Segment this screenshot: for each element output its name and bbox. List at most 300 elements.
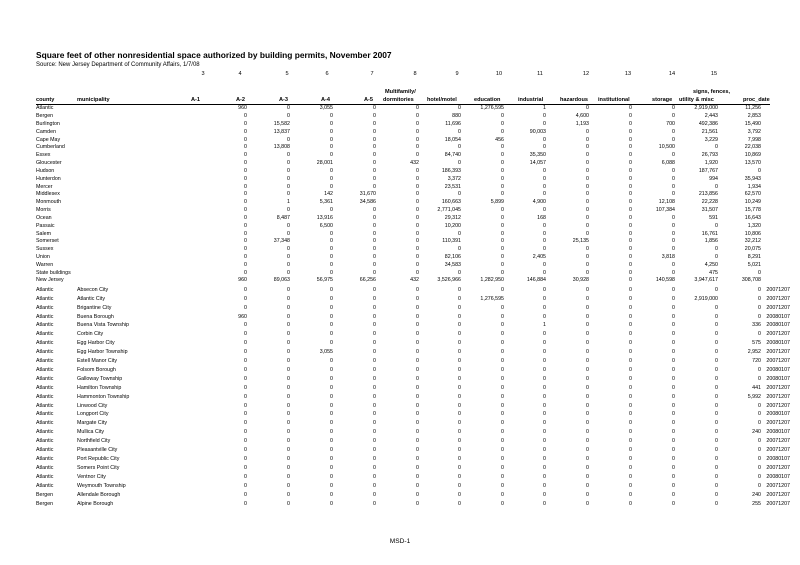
table-cell: 0 xyxy=(586,473,589,480)
table-cell: 0 xyxy=(586,349,589,356)
table-cell: Atlantic xyxy=(36,286,54,293)
table-cell: 0 xyxy=(330,411,333,418)
table-cell: 1,934 xyxy=(747,183,761,190)
table-cell: 0 xyxy=(501,456,504,463)
table-cell: 0 xyxy=(672,411,675,418)
table-cell: 0 xyxy=(373,207,376,214)
table-cell: 0 xyxy=(715,331,718,338)
table-cell: 31,670 xyxy=(359,191,376,198)
table-cell: New Jersey xyxy=(36,277,64,284)
table-cell: 0 xyxy=(715,286,718,293)
table-cell: 0 xyxy=(373,482,376,489)
table-cell: 0 xyxy=(758,313,761,320)
table-cell: 186,393 xyxy=(441,167,461,174)
table-cell: Atlantic xyxy=(36,438,54,445)
table-cell: 0 xyxy=(458,160,461,167)
table-cell: Atlantic xyxy=(36,420,54,427)
table-cell: 0 xyxy=(416,482,419,489)
table-cell: 0 xyxy=(330,384,333,391)
table-cell: 0 xyxy=(501,191,504,198)
table-cell: 0 xyxy=(287,222,290,229)
table-cell: 0 xyxy=(543,429,546,436)
table-cell: 0 xyxy=(543,238,546,245)
table-cell: 880 xyxy=(452,113,461,120)
table-cell: 0 xyxy=(458,402,461,409)
table-cell: 0 xyxy=(672,222,675,229)
table-cell: 20080107 xyxy=(766,366,790,373)
table-cell: Atlantic xyxy=(36,366,54,373)
table-cell: 13,570 xyxy=(744,160,761,167)
table-cell: 0 xyxy=(672,152,675,159)
table-cell: 0 xyxy=(244,375,247,382)
table-cell: 0 xyxy=(330,456,333,463)
table-cell: Atlantic xyxy=(36,402,54,409)
table-cell: 0 xyxy=(287,358,290,365)
table-cell: 0 xyxy=(244,207,247,214)
table-row xyxy=(36,473,790,482)
table-cell: 0 xyxy=(416,105,419,112)
table-cell: Hammonton Township xyxy=(77,393,130,400)
table-cell: 0 xyxy=(586,500,589,507)
table-cell: 35,350 xyxy=(529,152,546,159)
table-cell: 0 xyxy=(416,286,419,293)
table-cell: 0 xyxy=(330,113,333,120)
table-cell: 89,063 xyxy=(273,277,290,284)
table-cell: 0 xyxy=(672,304,675,311)
table-cell: 213,856 xyxy=(698,191,718,198)
report-title: Square feet of other nonresidential space authorized by building permits, November 2007 xyxy=(36,50,392,60)
table-cell: 0 xyxy=(629,286,632,293)
table-cell: 0 xyxy=(330,473,333,480)
header-institutional: institutional xyxy=(598,97,630,103)
table-cell: 0 xyxy=(586,105,589,112)
header-signs-top: signs, fences, xyxy=(693,89,730,95)
table-cell: Atlantic xyxy=(36,447,54,454)
table-cell: 0 xyxy=(458,491,461,498)
header-multifamily: dormitories xyxy=(383,97,414,103)
table-cell: Mullica City xyxy=(77,429,105,436)
table-cell: 0 xyxy=(543,230,546,237)
table-cell: Essex xyxy=(36,152,51,159)
table-cell: 0 xyxy=(715,384,718,391)
county-summary-table xyxy=(36,105,761,285)
table-cell: 5,361 xyxy=(319,199,333,206)
table-cell: 0 xyxy=(629,295,632,302)
table-cell: 0 xyxy=(373,304,376,311)
table-row xyxy=(36,295,790,304)
table-cell: 0 xyxy=(244,464,247,471)
table-cell: 0 xyxy=(501,144,504,151)
table-cell: 0 xyxy=(501,500,504,507)
table-cell: 0 xyxy=(715,411,718,418)
table-cell: 0 xyxy=(373,183,376,190)
table-cell: 0 xyxy=(629,207,632,214)
table-cell: 0 xyxy=(758,447,761,454)
table-cell: 0 xyxy=(244,152,247,159)
table-cell: 0 xyxy=(501,207,504,214)
table-cell: 0 xyxy=(458,447,461,454)
table-cell: 0 xyxy=(672,295,675,302)
table-cell: 15,778 xyxy=(744,207,761,214)
table-cell: 0 xyxy=(330,167,333,174)
table-cell: 0 xyxy=(672,246,675,253)
table-row xyxy=(36,230,761,238)
table-cell: 0 xyxy=(458,420,461,427)
column-number: 13 xyxy=(624,71,632,77)
table-cell: 0 xyxy=(672,261,675,268)
table-cell: 1 xyxy=(543,322,546,329)
table-cell: 0 xyxy=(287,456,290,463)
header-education: education xyxy=(474,97,501,103)
table-cell: 0 xyxy=(501,349,504,356)
table-cell: 30,928 xyxy=(572,277,589,284)
table-cell: 0 xyxy=(244,254,247,260)
table-cell: 0 xyxy=(758,464,761,471)
table-cell: 0 xyxy=(373,420,376,427)
table-row xyxy=(36,286,790,295)
table-cell: 0 xyxy=(416,136,419,143)
table-cell: Atlantic xyxy=(36,313,54,320)
table-cell: 0 xyxy=(543,183,546,190)
table-cell: 255 xyxy=(752,500,761,507)
table-cell: 3,372 xyxy=(447,175,461,182)
table-cell: 3,055 xyxy=(319,349,333,356)
table-cell: 0 xyxy=(758,411,761,418)
table-cell: 0 xyxy=(416,349,419,356)
table-cell: Margate City xyxy=(77,420,108,427)
table-cell: 0 xyxy=(330,152,333,159)
table-cell: 0 xyxy=(758,375,761,382)
table-cell: 0 xyxy=(373,286,376,293)
table-cell: 66,256 xyxy=(359,277,376,284)
table-cell: 0 xyxy=(758,473,761,480)
table-cell: 0 xyxy=(373,384,376,391)
table-cell: 0 xyxy=(458,246,461,253)
table-row xyxy=(36,348,790,357)
table-cell: 0 xyxy=(715,222,718,229)
table-cell: 0 xyxy=(458,482,461,489)
table-cell: 0 xyxy=(629,136,632,143)
table-cell: 0 xyxy=(287,105,290,112)
table-row xyxy=(36,402,790,411)
table-cell: 0 xyxy=(244,175,247,182)
table-cell: Atlantic xyxy=(36,384,54,391)
table-cell: 0 xyxy=(715,402,718,409)
table-cell: 0 xyxy=(458,438,461,445)
table-cell: 0 xyxy=(586,286,589,293)
table-cell: 14,057 xyxy=(529,160,546,167)
table-cell: 0 xyxy=(543,491,546,498)
table-cell: 0 xyxy=(672,438,675,445)
table-cell: 0 xyxy=(244,429,247,436)
table-cell: 0 xyxy=(715,375,718,382)
table-cell: 0 xyxy=(416,393,419,400)
table-cell: 0 xyxy=(629,366,632,373)
table-row xyxy=(36,152,761,160)
table-cell: 0 xyxy=(373,246,376,253)
table-cell: 0 xyxy=(373,269,376,276)
table-cell: 0 xyxy=(543,393,546,400)
table-cell: 0 xyxy=(715,340,718,347)
table-cell: 0 xyxy=(629,175,632,182)
table-cell: 0 xyxy=(501,384,504,391)
table-cell: 13,837 xyxy=(273,128,290,135)
table-cell: Atlantic xyxy=(36,304,54,311)
table-cell: 5,992 xyxy=(747,393,761,400)
table-cell: 0 xyxy=(244,331,247,338)
table-cell: 0 xyxy=(330,464,333,471)
table-cell: 82,106 xyxy=(444,254,461,260)
table-cell: 0 xyxy=(715,393,718,400)
table-cell: Atlantic xyxy=(36,375,54,382)
table-cell: 0 xyxy=(244,340,247,347)
table-cell: 20071207 xyxy=(766,420,790,427)
table-cell: 0 xyxy=(543,375,546,382)
table-cell: 0 xyxy=(672,331,675,338)
table-cell: 0 xyxy=(758,456,761,463)
table-cell: 0 xyxy=(586,269,589,276)
table-cell: Atlantic City xyxy=(77,295,105,302)
table-cell: 0 xyxy=(287,286,290,293)
table-cell: 0 xyxy=(629,420,632,427)
table-cell: 575 xyxy=(752,340,761,347)
table-cell: 0 xyxy=(672,340,675,347)
table-cell: 0 xyxy=(672,349,675,356)
table-cell: 0 xyxy=(501,340,504,347)
table-cell: 21,561 xyxy=(701,128,718,135)
table-cell: Passaic xyxy=(36,222,55,229)
table-cell: 0 xyxy=(501,286,504,293)
municipality-detail-table xyxy=(36,286,790,509)
header-hotel: hotel/motel xyxy=(427,97,457,103)
table-row xyxy=(36,464,790,473)
table-cell: 0 xyxy=(543,313,546,320)
table-cell: 107,384 xyxy=(655,207,675,214)
table-cell: 0 xyxy=(373,322,376,329)
table-cell: 0 xyxy=(416,456,419,463)
table-cell: 23,531 xyxy=(444,183,461,190)
table-cell: 20080107 xyxy=(766,429,790,436)
table-row xyxy=(36,437,790,446)
table-cell: 0 xyxy=(629,230,632,237)
table-cell: 0 xyxy=(458,384,461,391)
table-cell: 5,899 xyxy=(490,199,504,206)
table-cell: 0 xyxy=(373,500,376,507)
table-row xyxy=(36,429,790,438)
source-note: Source: New Jersey Department of Community Affairs, 1/7/08 xyxy=(36,62,200,68)
table-row xyxy=(36,411,790,420)
table-cell: 0 xyxy=(715,313,718,320)
table-cell: 0 xyxy=(586,261,589,268)
table-cell: 142 xyxy=(324,191,333,198)
table-cell: 0 xyxy=(287,375,290,382)
table-cell: 0 xyxy=(672,238,675,245)
table-cell: 0 xyxy=(501,438,504,445)
table-cell: 0 xyxy=(244,113,247,120)
table-cell: 0 xyxy=(373,375,376,382)
table-cell: 0 xyxy=(715,500,718,507)
table-cell: 28,001 xyxy=(316,160,333,167)
table-cell: 0 xyxy=(458,144,461,151)
table-cell: 0 xyxy=(501,393,504,400)
table-cell: 0 xyxy=(416,222,419,229)
table-cell: 0 xyxy=(758,286,761,293)
table-cell: 0 xyxy=(586,246,589,253)
table-cell: 0 xyxy=(715,420,718,427)
table-cell: 0 xyxy=(330,366,333,373)
table-cell: Allendale Borough xyxy=(77,491,121,498)
table-row xyxy=(36,455,790,464)
table-cell: 10,806 xyxy=(744,230,761,237)
table-cell: 0 xyxy=(629,105,632,112)
table-cell: 34,583 xyxy=(444,261,461,268)
table-cell: 0 xyxy=(416,322,419,329)
table-cell: Weymouth Township xyxy=(77,482,126,489)
table-cell: 0 xyxy=(416,375,419,382)
table-row xyxy=(36,491,790,500)
table-cell: 0 xyxy=(629,464,632,471)
table-cell: Atlantic xyxy=(36,464,54,471)
table-cell: 2,919,000 xyxy=(694,105,718,112)
table-cell: 0 xyxy=(373,136,376,143)
table-row xyxy=(36,393,790,402)
table-row xyxy=(36,199,761,207)
table-cell: 0 xyxy=(672,482,675,489)
table-cell: 0 xyxy=(501,420,504,427)
table-cell: 0 xyxy=(501,331,504,338)
table-cell: 0 xyxy=(330,420,333,427)
table-cell: 0 xyxy=(373,254,376,260)
table-cell: 0 xyxy=(373,175,376,182)
table-cell: 0 xyxy=(758,295,761,302)
table-cell: 0 xyxy=(586,254,589,260)
table-cell: 3,526,966 xyxy=(437,277,461,284)
table-cell: 0 xyxy=(330,375,333,382)
table-cell: 0 xyxy=(287,246,290,253)
table-cell: 0 xyxy=(629,304,632,311)
table-cell: Atlantic xyxy=(36,295,54,302)
table-cell: 0 xyxy=(287,384,290,391)
table-cell: 0 xyxy=(330,358,333,365)
table-cell: 0 xyxy=(672,191,675,198)
table-cell: 0 xyxy=(586,295,589,302)
table-cell: Burlington xyxy=(36,120,60,127)
table-cell: 20071207 xyxy=(766,286,790,293)
table-cell: Egg Harbor Township xyxy=(77,349,128,356)
table-row xyxy=(36,222,761,230)
table-cell: 0 xyxy=(287,322,290,329)
table-cell: 10,869 xyxy=(744,152,761,159)
table-cell: 0 xyxy=(287,304,290,311)
column-number: 12 xyxy=(582,71,590,77)
table-cell: 0 xyxy=(416,304,419,311)
table-cell: 0 xyxy=(416,238,419,245)
table-cell: 0 xyxy=(458,295,461,302)
table-row xyxy=(36,375,790,384)
table-cell: Pleasantville City xyxy=(77,447,118,454)
table-cell: 0 xyxy=(287,160,290,167)
table-cell: 0 xyxy=(586,322,589,329)
table-row xyxy=(36,446,790,455)
table-cell: 0 xyxy=(501,160,504,167)
table-cell: 0 xyxy=(629,456,632,463)
table-cell: 0 xyxy=(629,438,632,445)
table-cell: Atlantic xyxy=(36,105,54,112)
table-cell: 0 xyxy=(629,340,632,347)
table-cell: 0 xyxy=(501,358,504,365)
table-cell: 0 xyxy=(244,160,247,167)
table-row xyxy=(36,482,790,491)
table-cell: 0 xyxy=(586,222,589,229)
table-cell: 0 xyxy=(244,358,247,365)
table-cell: 0 xyxy=(586,152,589,159)
table-cell: 0 xyxy=(543,358,546,365)
table-cell: 0 xyxy=(416,128,419,135)
table-cell: 0 xyxy=(287,269,290,276)
table-cell: 0 xyxy=(373,456,376,463)
table-cell: 0 xyxy=(629,214,632,221)
table-cell: 0 xyxy=(244,136,247,143)
table-cell: 0 xyxy=(244,420,247,427)
table-cell: 0 xyxy=(244,500,247,507)
table-cell: 0 xyxy=(501,120,504,127)
table-cell: 0 xyxy=(501,167,504,174)
table-cell: 0 xyxy=(330,393,333,400)
table-cell: 20071207 xyxy=(766,438,790,445)
table-cell: 0 xyxy=(373,128,376,135)
table-cell: 0 xyxy=(373,113,376,120)
table-cell: Atlantic xyxy=(36,358,54,365)
table-cell: 0 xyxy=(543,167,546,174)
header-a5: A-5 xyxy=(364,97,374,103)
table-cell: 0 xyxy=(458,191,461,198)
table-cell: Somers Point City xyxy=(77,464,120,471)
table-cell: 0 xyxy=(672,420,675,427)
table-cell: Egg Harbor City xyxy=(77,340,115,347)
table-cell: Hamilton Township xyxy=(77,384,122,391)
table-cell: 0 xyxy=(287,420,290,427)
table-cell: 0 xyxy=(244,482,247,489)
table-cell: 0 xyxy=(244,384,247,391)
table-cell: 0 xyxy=(416,113,419,120)
table-cell: 15,582 xyxy=(273,120,290,127)
table-row xyxy=(36,500,790,509)
table-cell: 1,320 xyxy=(747,222,761,229)
table-cell: 0 xyxy=(330,238,333,245)
table-cell: 0 xyxy=(244,191,247,198)
table-cell: 0 xyxy=(629,277,632,284)
table-cell: 0 xyxy=(672,214,675,221)
table-cell: 0 xyxy=(501,304,504,311)
table-cell: Port Republic City xyxy=(77,456,120,463)
table-cell: 1,276,595 xyxy=(480,295,504,302)
table-cell: 0 xyxy=(416,366,419,373)
table-cell: 336 xyxy=(752,322,761,329)
table-cell: 18,054 xyxy=(444,136,461,143)
table-cell: 0 xyxy=(287,438,290,445)
table-cell: Atlantic xyxy=(36,429,54,436)
table-cell: 0 xyxy=(629,144,632,151)
table-cell: 0 xyxy=(330,304,333,311)
table-cell: 0 xyxy=(543,246,546,253)
table-cell: 0 xyxy=(672,175,675,182)
table-cell: 0 xyxy=(416,152,419,159)
table-cell: 0 xyxy=(586,438,589,445)
table-cell: 0 xyxy=(373,214,376,221)
table-cell: 20071207 xyxy=(766,331,790,338)
table-cell: 0 xyxy=(586,358,589,365)
table-cell: 0 xyxy=(629,375,632,382)
